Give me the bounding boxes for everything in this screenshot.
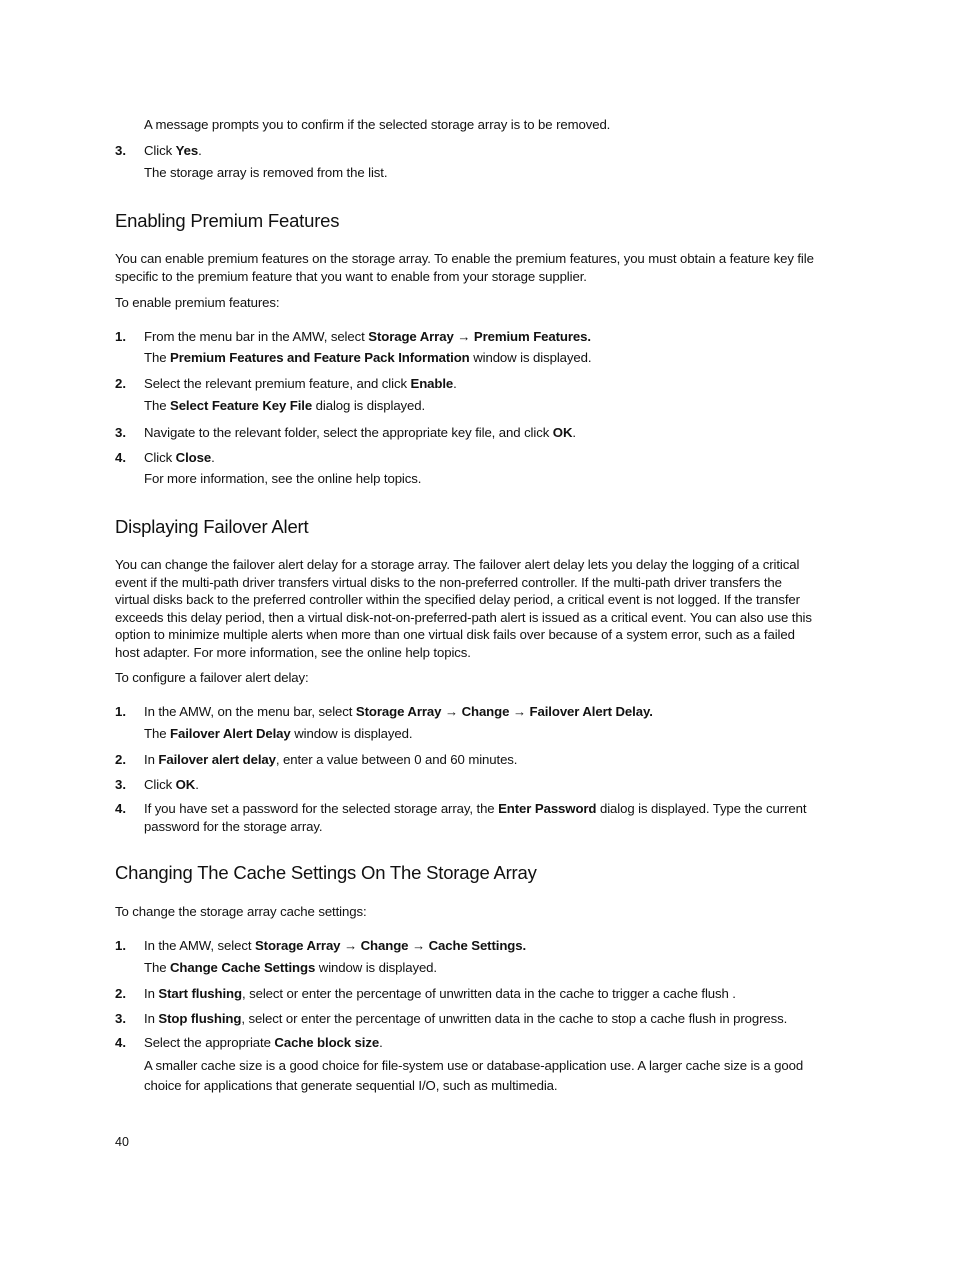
step-text: In the AMW, select Storage Array → Change → Cache Settings.	[144, 938, 527, 953]
section-lead: To change the storage array cache settings:	[115, 904, 367, 919]
step-result: The storage array is removed from the list.	[144, 165, 388, 180]
step-text: In Start flushing, select or enter the percentage of unwritten data in the cache to trigger a cache flush .	[144, 986, 736, 1001]
step-result: The Failover Alert Delay window is displayed.	[144, 726, 413, 741]
step-result: The Premium Features and Feature Pack Information window is displayed.	[144, 350, 592, 365]
step-number: 3.	[115, 1011, 126, 1026]
step-text: In the AMW, on the menu bar, select Storage Array → Change → Failover Alert Delay.	[144, 704, 653, 719]
step-text: Select the relevant premium feature, and click Enable.	[144, 376, 457, 391]
step-text: In Stop flushing, select or enter the percentage of unwritten data in the cache to stop a cache flush in progress.	[144, 1011, 788, 1026]
step-number: 4.	[115, 801, 126, 816]
step-text: Click Yes.	[144, 143, 202, 158]
section-heading-premium: Enabling Premium Features	[115, 210, 340, 231]
step-number: 3.	[115, 777, 126, 792]
page-number: 40	[115, 1135, 129, 1149]
step-number: 1.	[115, 704, 126, 719]
step-text: Click Close.	[144, 450, 215, 465]
step-number: 3.	[115, 425, 126, 440]
step-text: In Failover alert delay, enter a value between 0 and 60 minutes.	[144, 752, 518, 767]
step-number: 3.	[115, 143, 126, 158]
section-lead: To enable premium features:	[115, 295, 280, 310]
section-heading-cache: Changing The Cache Settings On The Storage Array	[115, 862, 537, 883]
step-text: Navigate to the relevant folder, select the appropriate key file, and click OK.	[144, 425, 576, 440]
step-number: 2.	[115, 986, 126, 1001]
step-result: The Select Feature Key File dialog is displayed.	[144, 398, 426, 413]
step-text: Select the appropriate Cache block size.	[144, 1035, 383, 1050]
step-number: 1.	[115, 329, 126, 344]
section-paragraph: You can enable premium features on the storage array. To enable the premium features, you must obtain a feature key file specific to the premium feature that you want to enable from your storage supplier.	[115, 251, 814, 284]
step-number: 2.	[115, 376, 126, 391]
step-number: 4.	[115, 450, 126, 465]
step-text: If you have set a password for the selected storage array, the Enter Password dialog is displayed. Type the current password for the storage array.	[144, 801, 807, 834]
confirm-prompt-text: A message prompts you to confirm if the selected storage array is to be removed.	[144, 117, 611, 132]
step-text: Click OK.	[144, 777, 199, 792]
step-result: For more information, see the online help topics.	[144, 471, 422, 486]
step-text: From the menu bar in the AMW, select Storage Array → Premium Features.	[144, 329, 591, 344]
step-result: The Change Cache Settings window is displayed.	[144, 960, 437, 975]
section-lead: To configure a failover alert delay:	[115, 670, 309, 685]
step-number: 2.	[115, 752, 126, 767]
step-number: 1.	[115, 938, 126, 953]
section-heading-failover: Displaying Failover Alert	[115, 516, 309, 537]
step-result: A smaller cache size is a good choice for file-system use or database-application use. A larger cache size is a good choice for applications that generate sequential I/O, such as multimedia.	[144, 1058, 804, 1093]
section-paragraph: You can change the failover alert delay for a storage array. The failover alert delay lets you delay the logging of a critical event if the multi-path driver transfers virtual disks to the non-preferred controller. If the multi-path driver transfers the virtual disks back to the preferred controller within the specified delay period, a critical event is not logged. If the transfer exceeds this delay period, then a virtual disk-not-on-preferred-path alert is issued as a critical event. You can also use this option to minimize multiple alerts when more than one virtual disk fails over because of a system error, such as a failed host adapter. For more information, see the online help topics.	[115, 557, 812, 660]
step-number: 4.	[115, 1035, 126, 1050]
